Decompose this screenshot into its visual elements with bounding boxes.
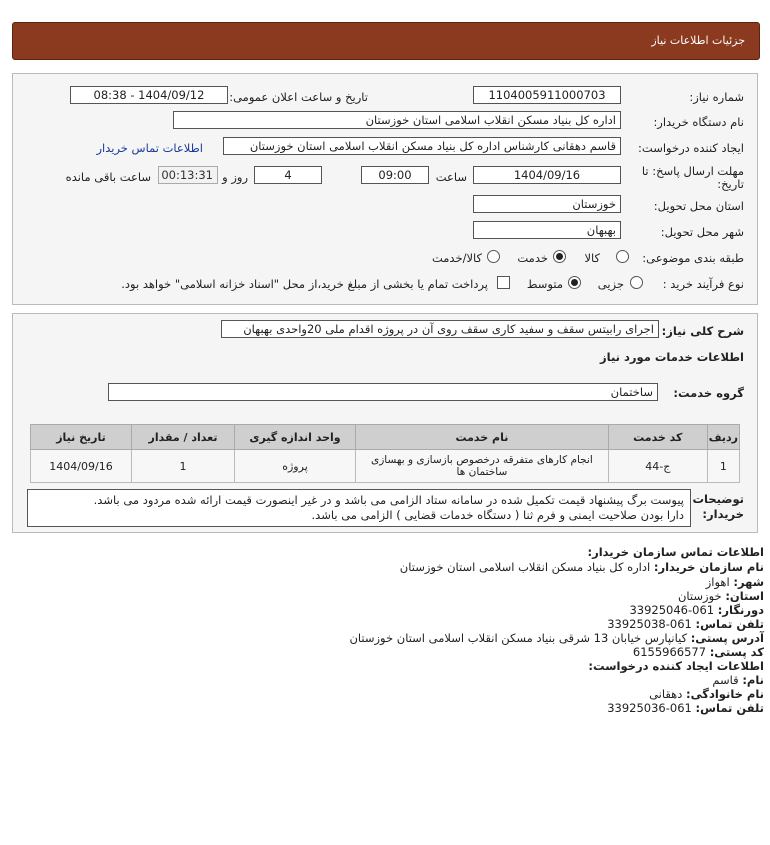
col-name: نام خدمت (356, 425, 609, 450)
page-title: جزئیات اطلاعات نیاز (651, 34, 745, 47)
category-label: طبقه بندی موضوعی: (642, 251, 744, 265)
col-row: ردیف (707, 425, 739, 450)
remaining-time-field: 00:13:31 (158, 166, 218, 184)
deadline-time-field: 09:00 (361, 166, 429, 184)
contact-city: شهر: اهواز (705, 575, 764, 589)
buyer-contact-link[interactable]: اطلاعات تماس خریدار (96, 141, 203, 155)
creator-name: نام: قاسم (712, 673, 764, 687)
table-header-row (31, 425, 740, 450)
cell-name: انجام کارهای متفرقه درخصوص بازسازی و بهسازی ساختمان ها (356, 450, 609, 483)
creator-info-title: اطلاعات ایجاد کننده درخواست: (588, 659, 764, 673)
notes-label: توضیحات (692, 492, 744, 506)
service-group-field: ساختمان (108, 383, 658, 401)
category-radio-goods-service[interactable] (487, 250, 500, 263)
col-date: تاریخ نیاز (31, 425, 132, 450)
process-label: نوع فرآیند خرید : (662, 277, 744, 291)
services-table (30, 424, 740, 483)
services-title: اطلاعات خدمات مورد نیاز (600, 350, 744, 364)
deadline-label-date: تاریخ: (717, 177, 744, 191)
col-unit: واحد اندازه گیری (235, 425, 356, 450)
need-number-label: شماره نیاز: (689, 90, 744, 104)
buyer-org-label: نام دستگاه خریدار: (653, 115, 744, 129)
contact-address: آدرس پستی: کیانپارس خیابان 13 شرقی بنیاد مسکن انقلاب اسلامی استان خوزستان (349, 631, 764, 645)
deadline-days-field: 4 (254, 166, 322, 184)
category-option-service: خدمت (517, 251, 548, 265)
announce-date-field: 1404/09/12 - 08:38 (70, 86, 228, 104)
buyer-note-2: دارا بودن صلاحیت ایمنی و فرم ثنا ( دستگاه خدمات قضایی ) الزامی می باشد. (311, 508, 684, 522)
notes-label-buyer: خریدار: (702, 507, 744, 521)
category-option-goods: کالا (584, 251, 600, 265)
summary-label: شرح کلی نیاز: (661, 324, 744, 338)
details-panel (12, 73, 758, 305)
buyer-org-field: اداره کل بنیاد مسکن انقلاب اسلامی استان خوزستان (173, 111, 621, 129)
creator-family: نام خانوادگی: دهقانی (649, 687, 764, 701)
deadline-time-label: ساعت (435, 170, 467, 184)
process-radio-minor[interactable] (630, 276, 643, 289)
cell-code: ج-44 (608, 450, 707, 483)
province-field: خوزستان (473, 195, 621, 213)
contact-province: استان: خوزستان (677, 589, 764, 603)
col-qty: تعداد / مقدار (132, 425, 235, 450)
announce-date-label: تاریخ و ساعت اعلان عمومی: (229, 90, 368, 104)
buyer-note-1: پیوست برگ پیشنهاد قیمت تکمیل شده در سامانه ستاد الزامی می باشد و در غیر اینصورت قیمت ارائه شده مردود می باشد. (93, 493, 684, 507)
deadline-label: مهلت ارسال پاسخ: تا (641, 164, 744, 178)
deadline-days-label: روز و (222, 170, 248, 184)
cell-row: 1 (707, 450, 739, 483)
contact-fax: دورنگار: 061-33925046 (629, 603, 764, 617)
contact-phone: تلفن تماس: 061-33925038 (607, 617, 764, 631)
need-number-field: 1104005911000703 (473, 86, 621, 104)
col-code: کد خدمت (608, 425, 707, 450)
process-option-minor: جزیی (597, 277, 624, 291)
deadline-date-field: 1404/09/16 (473, 166, 621, 184)
treasury-checkbox[interactable] (497, 276, 510, 289)
city-label: شهر محل تحویل: (660, 225, 744, 239)
service-group-label: گروه خدمت: (673, 386, 744, 400)
process-option-medium: متوسط (526, 277, 563, 291)
category-option-goods-service: کالا/خدمت (431, 251, 482, 265)
process-radio-medium[interactable] (568, 276, 581, 289)
remaining-time-label: ساعت باقی مانده (65, 170, 151, 184)
category-radio-service[interactable] (553, 250, 566, 263)
table-row (31, 450, 740, 483)
treasury-checkbox-text: پرداخت تمام یا بخشی از مبلغ خرید،از محل "اسناد خزانه اسلامی" خواهد بود. (121, 277, 488, 291)
creator-field: قاسم دهقانی کارشناس اداره کل بنیاد مسکن انقلاب اسلامی استان خوزستان (223, 137, 621, 155)
buyer-notes-box (27, 489, 691, 527)
summary-field: اجرای رابیتس سقف و سفید کاری سقف روی آن در پروژه اقدام ملی 20واحدی بهبهان (221, 320, 659, 338)
category-radio-goods[interactable] (616, 250, 629, 263)
cell-unit: پروژه (235, 450, 356, 483)
province-label: استان محل تحویل: (653, 199, 744, 213)
cell-date: 1404/09/16 (31, 450, 132, 483)
contact-title: اطلاعات تماس سازمان خریدار: (587, 545, 764, 559)
creator-phone: تلفن تماس: 061-33925036 (607, 701, 764, 715)
city-field: بهبهان (473, 221, 621, 239)
page-header (12, 22, 760, 60)
contact-postal: کد پستی: 6155966577 (632, 645, 764, 659)
cell-qty: 1 (132, 450, 235, 483)
creator-label: ایجاد کننده درخواست: (638, 141, 744, 155)
contact-org: نام سازمان خریدار: اداره کل بنیاد مسکن انقلاب اسلامی استان خوزستان (399, 560, 764, 574)
